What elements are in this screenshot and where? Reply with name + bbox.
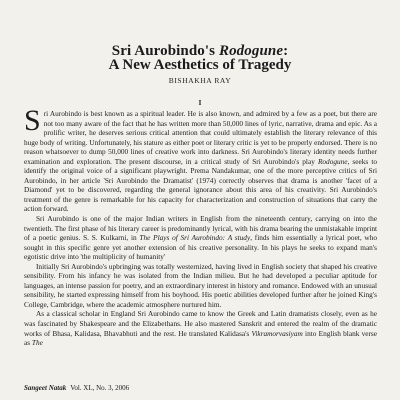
paragraph-1-text-cont: , seeks to identify the original voice of a significant playwright. Prema Nandakumar, one of the more perceptive critics of Sri Aurobindo, in her article 'Sri Aurobindo the Dramatist' (1974) correctly observes that drama is another 'facet of a Diamond' yet to be discovered, regarding the general ignorance about this area of his creativity. Sri Aurobindo's treatment of the genre is remarkable for his capacity for characterization and construction of situations that carry the action forward. xyxy=(24,156,377,214)
title-italic: Rodogune xyxy=(218,43,284,59)
title-prefix: Sri Aurobindo's xyxy=(111,43,219,59)
paragraph-2-text-b: , finds him essentially a lyrical poet, who sought in this specific genre yet another extension of his creative personality. In his plays he seeks to expand man's egotistic drive into 'the multiplicity of humanity' xyxy=(24,233,377,262)
paragraph-2 xyxy=(24,214,377,262)
page-footer xyxy=(24,384,129,392)
paragraph-4-text-a: As a classical scholar in England Sri Aurobindo came to know the Greek and Latin dramatists closely, even as he was fascinated by Shakespeare and the Elizabethans. He also mastered Sanskrit and entered the realm of the dramatic works of Bhasa, Kalidasa, Bhavabhuti and the rest. He translated Kalidasa's xyxy=(24,309,377,338)
paragraph-2-italic: The Plays of Sri Aurobindo: A study xyxy=(139,233,251,243)
paragraph-1 xyxy=(24,104,377,214)
issue-info: Vol. XL, No. 3, 2006 xyxy=(70,384,130,392)
section-number: I xyxy=(198,99,202,107)
paragraph-1-text: ri Aurobindo is best known as a spiritual leader. He is also known, and admired by a few as a poet, but there are not too many aware of the fact that he has written more than 50,000 lines of lyric, narrative, drama and epic. As a prolific writer, he deserves serious critical attention that could ultimately establish the literary relevance of this huge body of writing. Unfortunately, his stature as either poet or literary critic is yet to be properly endorsed. There is no reason whatsoever to dump 50,000 lines of creative work into darkness. Sri Aurobindo's literary identity needs further examination and exploration. The present discourse, in a critical study of Sri Aurobindo's play xyxy=(24,109,377,166)
paragraph-4 xyxy=(24,309,377,347)
paragraph-4-italic: Vikramorvasiyam xyxy=(251,328,303,338)
article-subtitle: A New Aesthetics of Tragedy xyxy=(108,57,292,73)
drop-cap: S xyxy=(24,104,41,137)
title-suffix: : xyxy=(283,43,289,59)
journal-name: Sangeet Natak xyxy=(24,384,67,392)
article-body xyxy=(24,104,377,348)
paragraph-4-text-b: into English blank verse as xyxy=(24,328,377,348)
paragraph-4-italic-2: The xyxy=(31,338,43,348)
article-author: BISHAKHA RAY xyxy=(168,76,232,85)
paragraph-2-text-a: Sri Aurobindo is one of the major Indian writers in English from the nineteenth century, carrying on into the twentieth. The first phase of his literary career is predominantly lyrical, with his drama bearing the unmistakable imprint of a poetic genius. S. S. Kulkarni, in xyxy=(24,214,377,243)
paragraph-3: Initially Sri Aurobindo's upbringing was totally westernized, having lived in English society that shaped his creative sensibility. From his infancy he was isolated from the Indian milieu. But he had developed a peculiar aptitude for languages, an intense passion for poetry, and an extraordinary interest in history and romance. Endowed with an unusual sensibility, he started expressing himself from his boyhood. His poetic abilities developed further after he joined King's College, Cambridge, where the academic atmosphere nurtured him. xyxy=(24,261,377,309)
paragraph-1-italic: Rodogune xyxy=(317,156,348,166)
